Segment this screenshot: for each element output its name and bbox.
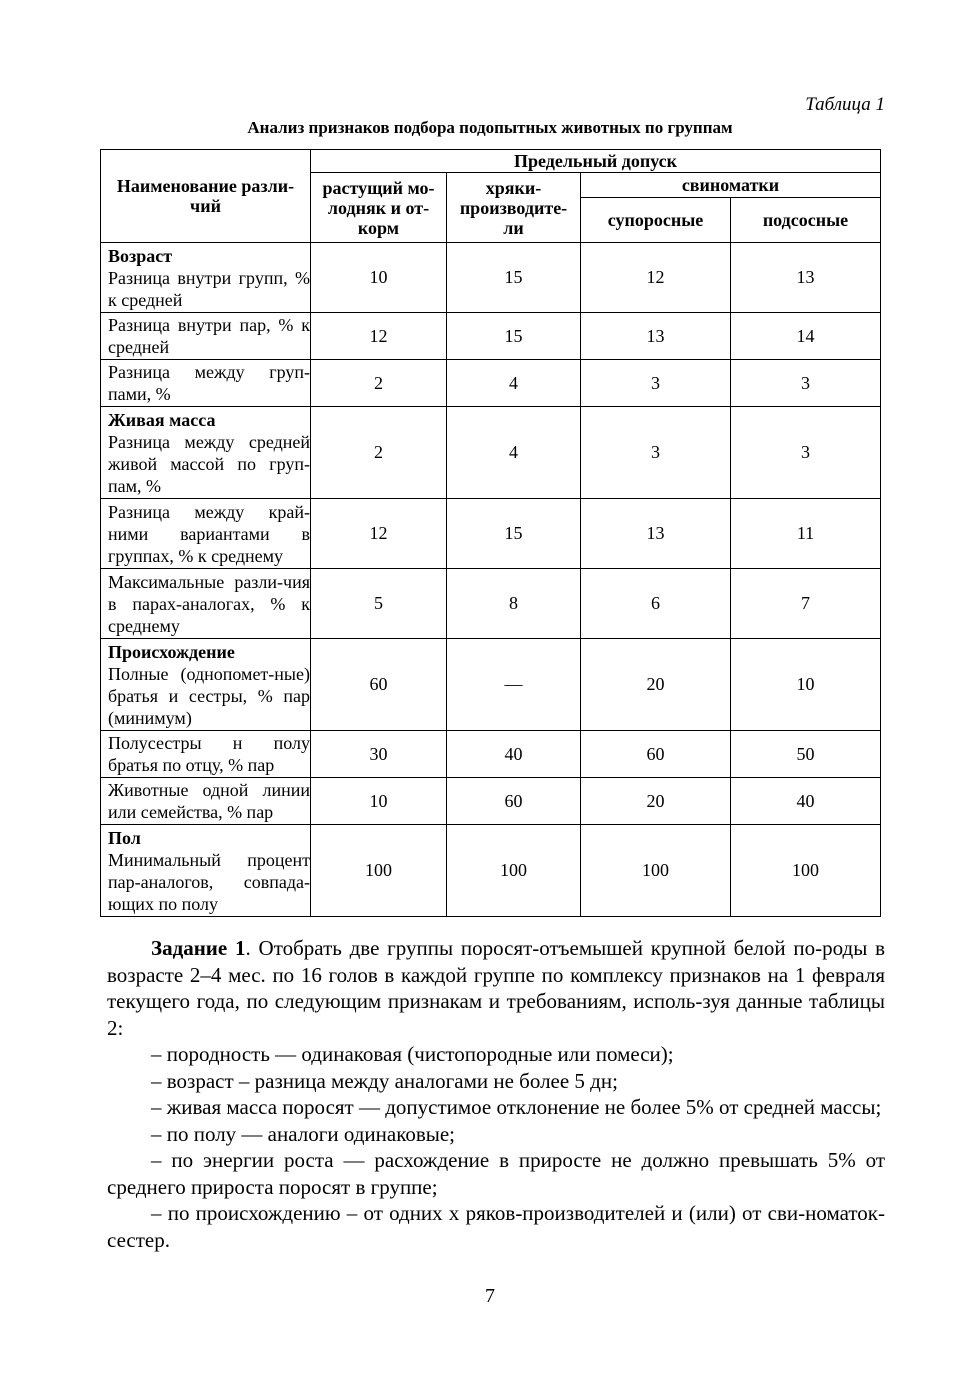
row-label-text: Максимальные разли-чия в парах-аналогах, % к среднему: [108, 571, 310, 636]
value-cell: 14: [731, 313, 881, 360]
value-cell: 6: [581, 569, 731, 639]
task-item: – возраст – разница между аналогами не более 5 дн;: [151, 1068, 618, 1093]
row-label: [101, 639, 311, 731]
row-label: [101, 243, 311, 313]
value-cell: 3: [731, 360, 881, 407]
section-heading: Живая масса: [108, 409, 216, 430]
row-label: [101, 360, 311, 407]
value-cell: 13: [581, 499, 731, 569]
value-cell: 100: [447, 825, 581, 917]
task-text: [107, 935, 885, 1253]
value-cell: 12: [311, 313, 447, 360]
value-cell: 60: [311, 639, 447, 731]
row-label-text: Полные (однопомет-ные) братья и сестры, % пар (минимум): [108, 663, 310, 728]
value-cell: 2: [311, 360, 447, 407]
value-cell: 15: [447, 243, 581, 313]
value-cell: 2: [311, 407, 447, 499]
row-label: [101, 407, 311, 499]
value-cell: 4: [447, 360, 581, 407]
value-cell: 13: [581, 313, 731, 360]
value-cell: 7: [731, 569, 881, 639]
row-label-text: Полусестры н полу братья по отцу, % пар: [108, 733, 310, 775]
table-row: [101, 639, 881, 731]
value-cell: 100: [311, 825, 447, 917]
value-cell: 5: [311, 569, 447, 639]
header-sows: свиноматки: [581, 173, 881, 198]
table-caption: Таблица 1: [805, 94, 885, 115]
table-row: [101, 731, 881, 778]
task-item: – по происхождению – от одних х ряков-производителей и (или) от сви-номаток-сестер.: [107, 1201, 885, 1252]
value-cell: 8: [447, 569, 581, 639]
row-label: [101, 499, 311, 569]
table-row: [101, 569, 881, 639]
table-row: [101, 499, 881, 569]
value-cell: 60: [581, 731, 731, 778]
section-heading: Происхождение: [108, 641, 235, 662]
row-label-text: Разница внутри пар, % к средней: [108, 315, 310, 357]
value-cell: 10: [731, 639, 881, 731]
row-label-text: Разница между средней живой массой по груп-пам, %: [108, 431, 310, 496]
section-heading: Возраст: [108, 245, 173, 266]
value-cell: —: [447, 639, 581, 731]
selection-table: [100, 149, 881, 917]
page-number: 7: [485, 1285, 495, 1307]
table-row: [101, 360, 881, 407]
header-lactating: подсосные: [731, 198, 881, 243]
row-label-text: Минимальный процент пар-аналогов, совпада-ющих по полу: [108, 849, 310, 914]
row-label: [101, 825, 311, 917]
value-cell: 3: [581, 407, 731, 499]
value-cell: 60: [447, 778, 581, 825]
row-label: [101, 731, 311, 778]
row-label-text: Разница внутри групп, % к средней: [108, 267, 310, 310]
row-label: [101, 569, 311, 639]
value-cell: 15: [447, 313, 581, 360]
row-label: [101, 778, 311, 825]
value-cell: 13: [731, 243, 881, 313]
value-cell: 10: [311, 243, 447, 313]
value-cell: 12: [581, 243, 731, 313]
section-heading: Пол: [108, 827, 141, 848]
value-cell: 50: [731, 731, 881, 778]
task-label: Задание 1: [151, 936, 246, 960]
table-row: [101, 825, 881, 917]
value-cell: 15: [447, 499, 581, 569]
value-cell: 40: [731, 778, 881, 825]
value-cell: 100: [581, 825, 731, 917]
task-item: – по полу — аналоги одинаковые;: [151, 1121, 456, 1146]
table-row: [101, 778, 881, 825]
task-paragraph: [107, 935, 885, 1041]
table-row: [101, 243, 881, 313]
table-row: [101, 407, 881, 499]
row-label-text: Животные одной линии или семейства, % пар: [108, 780, 310, 822]
task-item: – по энергии роста — расхождение в приросте не должно превышать 5% от среднего прироста поросят в группе;: [107, 1148, 885, 1199]
row-label-text: Разница между груп-пами, %: [108, 362, 310, 404]
value-cell: 12: [311, 499, 447, 569]
header-young-stock: растущий мо-лодняк и от-корм: [311, 173, 447, 243]
value-cell: 11: [731, 499, 881, 569]
value-cell: 20: [581, 778, 731, 825]
table-title: Анализ признаков подбора подопытных животных по группам: [247, 118, 733, 137]
header-limit: Предельный допуск: [311, 150, 881, 173]
value-cell: 3: [731, 407, 881, 499]
value-cell: 40: [447, 731, 581, 778]
task-item: – породность — одинаковая (чистопородные или помеси);: [151, 1042, 674, 1066]
table-row: [101, 313, 881, 360]
value-cell: 20: [581, 639, 731, 731]
header-name: Наименование разли-чий: [101, 150, 311, 243]
row-label-text: Разница между край-ними вариантами в группах, % к среднему: [108, 501, 310, 566]
header-boars: хряки-производите-ли: [447, 173, 581, 243]
header-pregnant: супоросные: [581, 198, 731, 243]
value-cell: 4: [447, 407, 581, 499]
task-item: – живая масса поросят — допустимое отклонение не более 5% от средней массы;: [151, 1095, 882, 1119]
value-cell: 3: [581, 360, 731, 407]
value-cell: 30: [311, 731, 447, 778]
value-cell: 10: [311, 778, 447, 825]
row-label: [101, 313, 311, 360]
value-cell: 100: [731, 825, 881, 917]
task-body: . Отобрать две группы поросят-отъемышей крупной белой по-роды в возрасте 2–4 мес. по 16 голов в каждой группе по комплексу признаков на 1 февраля текущего года, по следующим признакам и требованиям, исполь-зуя данные таблицы 2:: [107, 936, 886, 1040]
